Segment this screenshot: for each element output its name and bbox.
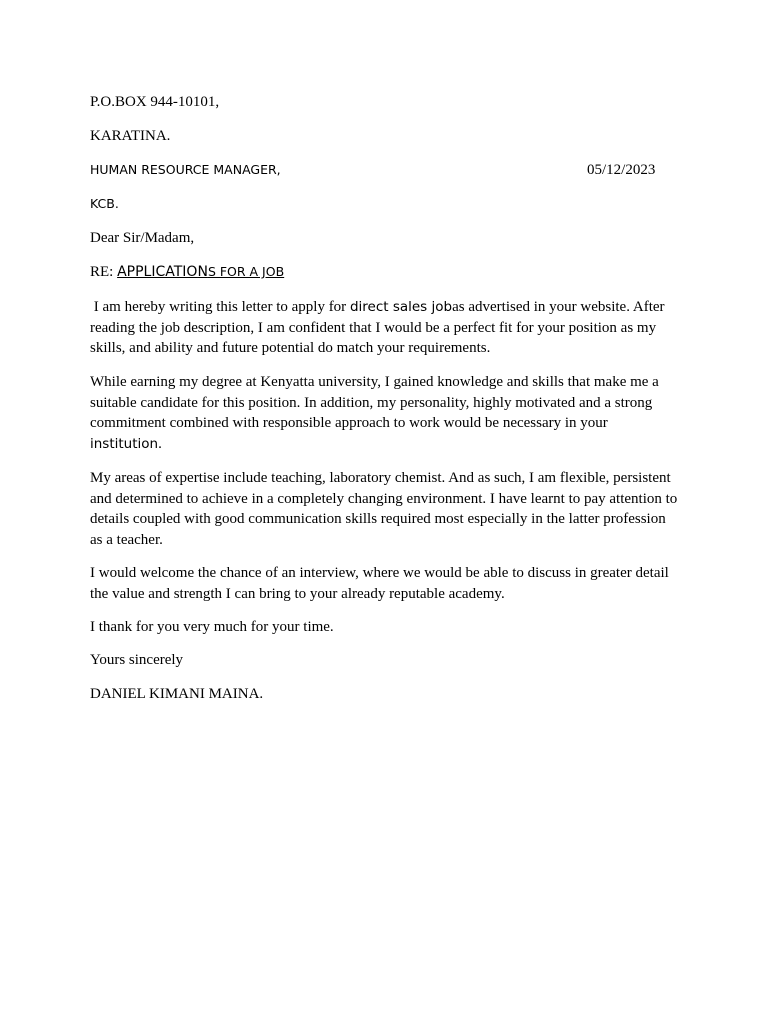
closing: Yours sincerely xyxy=(90,652,184,668)
paragraph-1: I am hereby writing this letter to apply for direct sales jobas advertised in your website. After reading the job description, I am confident that I would be a perfect fit for your position as my skills, and ability and future potential do match your requirements. xyxy=(90,299,669,356)
subject-line xyxy=(90,262,284,283)
subject-heading: APPLICATIONS FOR A JOB xyxy=(117,264,285,280)
signature: DANIEL KIMANI MAINA. xyxy=(90,686,264,702)
paragraph-5: I thank for you very much for your time. xyxy=(90,619,334,635)
paragraph-4: I would welcome the chance of an interview, where we would be able to discuss in greater detail the value and strength I can bring to your already reputable academy. xyxy=(90,565,669,602)
subject-prefix: RE: xyxy=(90,264,118,280)
address-pobox: P.O.BOX 944-10101, xyxy=(90,94,220,110)
salutation: Dear Sir/Madam, xyxy=(90,230,195,246)
letter-date: 05/12/2023 xyxy=(587,162,656,178)
address-town: KARATINA. xyxy=(90,128,171,144)
paragraph-3: My areas of expertise include teaching, laboratory chemist. And as such, I am flexible, persistent and determined to achieve in a completely changing environment. I have learnt to pay attention to details coupled with good communication skills required most especially in the latter profession as a teacher. xyxy=(90,470,678,548)
paragraph-2: While earning my degree at Kenyatta university, I gained knowledge and skills that make me a suitable candidate for this position. In addition, my personality, highly motivated and a strong commitment combined with responsible approach to work would be necessary in your institution. xyxy=(90,374,659,452)
recipient-organization: KCB. xyxy=(90,196,119,211)
recipient-title: HUMAN RESOURCE MANAGER, xyxy=(90,162,281,177)
